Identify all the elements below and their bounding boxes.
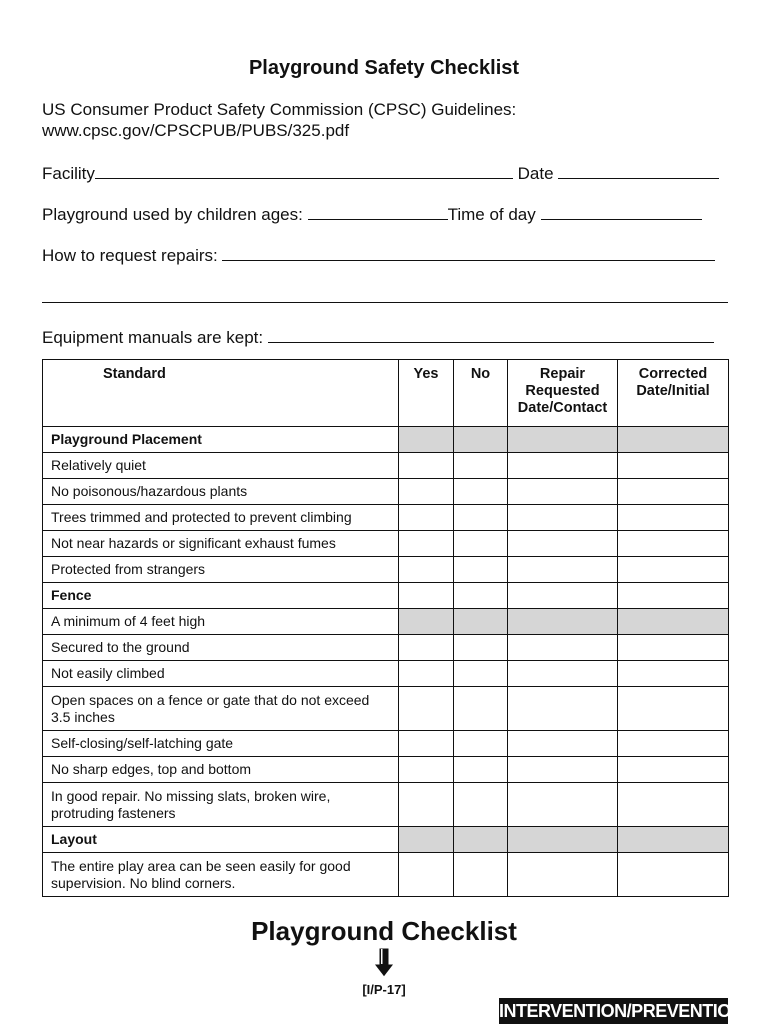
repair-cell[interactable] xyxy=(508,853,618,897)
facility-field[interactable] xyxy=(95,163,513,179)
repair-cell[interactable] xyxy=(508,505,618,531)
yes-cell[interactable] xyxy=(399,661,454,687)
table-row xyxy=(43,661,729,687)
header-standard: Standard xyxy=(43,360,399,427)
no-cell xyxy=(454,827,508,853)
yes-cell xyxy=(399,827,454,853)
no-cell[interactable] xyxy=(454,661,508,687)
yes-cell[interactable] xyxy=(399,505,454,531)
arrow-down-icon xyxy=(374,948,394,978)
standard-label: No poisonous/hazardous plants xyxy=(43,479,399,505)
section-label: Layout xyxy=(43,827,399,853)
no-cell[interactable] xyxy=(454,453,508,479)
header-repair-line1: Repair xyxy=(539,366,586,382)
section-banner: INTERVENTION/PREVENTION xyxy=(499,998,728,1024)
standard-label: Trees trimmed and protected to prevent climbing xyxy=(43,505,399,531)
table-row xyxy=(43,479,729,505)
corrected-cell[interactable] xyxy=(618,783,729,827)
standard-label: No sharp edges, top and bottom xyxy=(43,757,399,783)
table-row xyxy=(43,687,729,731)
repair-cell[interactable] xyxy=(508,731,618,757)
corrected-cell[interactable] xyxy=(618,479,729,505)
repairs-field[interactable] xyxy=(222,245,715,261)
repair-cell[interactable] xyxy=(508,531,618,557)
corrected-cell[interactable] xyxy=(618,453,729,479)
yes-cell[interactable] xyxy=(399,635,454,661)
yes-cell[interactable] xyxy=(399,479,454,505)
date-label: Date xyxy=(517,164,554,183)
corrected-cell[interactable] xyxy=(618,687,729,731)
time-field[interactable] xyxy=(541,204,702,220)
repair-cell[interactable] xyxy=(508,783,618,827)
time-label: Time of day xyxy=(447,205,536,224)
standard-label: In good repair. No missing slats, broken wire, protruding fasteners xyxy=(43,783,399,827)
standard-label: A minimum of 4 feet high xyxy=(43,609,399,635)
manuals-field[interactable] xyxy=(268,327,714,343)
header-corrected-line2: Date/Initial xyxy=(636,383,710,399)
yes-cell[interactable] xyxy=(399,557,454,583)
ages-label: Playground used by children ages: xyxy=(42,205,303,224)
repair-cell[interactable] xyxy=(508,583,618,609)
table-row xyxy=(43,635,729,661)
yes-cell xyxy=(399,427,454,453)
section-row-layout xyxy=(43,827,729,853)
header-repair xyxy=(508,360,618,427)
yes-cell[interactable] xyxy=(399,583,454,609)
repairs-field-line-2[interactable] xyxy=(42,302,728,303)
corrected-cell[interactable] xyxy=(618,531,729,557)
no-cell[interactable] xyxy=(454,635,508,661)
footer-title: Playground Checklist xyxy=(251,916,517,946)
corrected-cell xyxy=(618,609,729,635)
corrected-cell xyxy=(618,827,729,853)
corrected-cell[interactable] xyxy=(618,635,729,661)
header-repair-line2: Requested xyxy=(525,383,600,399)
section-row-fence xyxy=(43,583,729,609)
no-cell[interactable] xyxy=(454,505,508,531)
repair-cell[interactable] xyxy=(508,687,618,731)
standard-label: Not near hazards or significant exhaust fumes xyxy=(43,531,399,557)
table-row xyxy=(43,757,729,783)
no-cell[interactable] xyxy=(454,783,508,827)
guidelines-url[interactable]: www.cpsc.gov/CPSCPUB/PUBS/325.pdf xyxy=(42,121,350,140)
yes-cell[interactable] xyxy=(399,687,454,731)
no-cell[interactable] xyxy=(454,583,508,609)
standard-label: Protected from strangers xyxy=(43,557,399,583)
header-yes: Yes xyxy=(399,360,454,427)
table-row xyxy=(43,609,729,635)
repair-cell xyxy=(508,827,618,853)
table-row xyxy=(43,505,729,531)
no-cell[interactable] xyxy=(454,757,508,783)
header-no: No xyxy=(454,360,508,427)
section-label: Fence xyxy=(43,583,399,609)
no-cell[interactable] xyxy=(454,853,508,897)
yes-cell xyxy=(399,609,454,635)
manuals-row xyxy=(42,327,714,348)
table-row xyxy=(43,557,729,583)
table-row xyxy=(43,853,729,897)
page-code: [I/P-17] xyxy=(362,982,406,997)
standard-label: The entire play area can be seen easily for good supervision. No blind corners. xyxy=(43,853,399,897)
section-label: Playground Placement xyxy=(43,427,399,453)
header-repair-line3: Date/Contact xyxy=(517,400,608,416)
standard-label: Secured to the ground xyxy=(43,635,399,661)
repair-cell[interactable] xyxy=(508,453,618,479)
repair-cell[interactable] xyxy=(508,479,618,505)
header-corrected-line1: Corrected xyxy=(638,366,708,382)
corrected-cell[interactable] xyxy=(618,505,729,531)
repair-cell xyxy=(508,609,618,635)
guidelines-text: US Consumer Product Safety Commission (CPSC) Guidelines: xyxy=(42,100,517,119)
repair-cell[interactable] xyxy=(508,757,618,783)
ages-field[interactable] xyxy=(308,204,448,220)
corrected-cell[interactable] xyxy=(618,853,729,897)
standard-label: Self-closing/self-latching gate xyxy=(43,731,399,757)
facility-row xyxy=(42,163,719,184)
no-cell[interactable] xyxy=(454,479,508,505)
table-row xyxy=(43,453,729,479)
corrected-cell xyxy=(618,427,729,453)
date-field[interactable] xyxy=(558,163,719,179)
yes-cell[interactable] xyxy=(399,731,454,757)
no-cell xyxy=(454,427,508,453)
corrected-cell[interactable] xyxy=(618,557,729,583)
repairs-row xyxy=(42,245,715,266)
repair-cell[interactable] xyxy=(508,557,618,583)
yes-cell[interactable] xyxy=(399,453,454,479)
corrected-cell[interactable] xyxy=(618,731,729,757)
table-row xyxy=(43,531,729,557)
yes-cell[interactable] xyxy=(399,757,454,783)
standard-label: Not easily climbed xyxy=(43,661,399,687)
no-cell[interactable] xyxy=(454,531,508,557)
repair-cell[interactable] xyxy=(508,635,618,661)
no-cell[interactable] xyxy=(454,731,508,757)
manuals-label: Equipment manuals are kept: xyxy=(42,328,264,347)
yes-cell[interactable] xyxy=(399,853,454,897)
repair-cell[interactable] xyxy=(508,661,618,687)
corrected-cell[interactable] xyxy=(618,583,729,609)
table-row xyxy=(43,731,729,757)
facility-label: Facility xyxy=(42,164,95,183)
no-cell[interactable] xyxy=(454,557,508,583)
section-row-placement xyxy=(43,427,729,453)
repair-cell xyxy=(508,427,618,453)
no-cell xyxy=(454,609,508,635)
standard-label: Relatively quiet xyxy=(43,453,399,479)
table-row xyxy=(43,783,729,827)
corrected-cell[interactable] xyxy=(618,661,729,687)
no-cell[interactable] xyxy=(454,687,508,731)
checklist-table xyxy=(42,359,729,897)
ages-row xyxy=(42,204,702,225)
standard-label: Open spaces on a fence or gate that do not exceed 3.5 inches xyxy=(43,687,399,731)
corrected-cell[interactable] xyxy=(618,757,729,783)
page-title: Playground Safety Checklist xyxy=(248,57,520,79)
yes-cell[interactable] xyxy=(399,783,454,827)
header-corrected xyxy=(618,360,729,427)
repairs-label: How to request repairs: xyxy=(42,246,218,265)
yes-cell[interactable] xyxy=(399,531,454,557)
